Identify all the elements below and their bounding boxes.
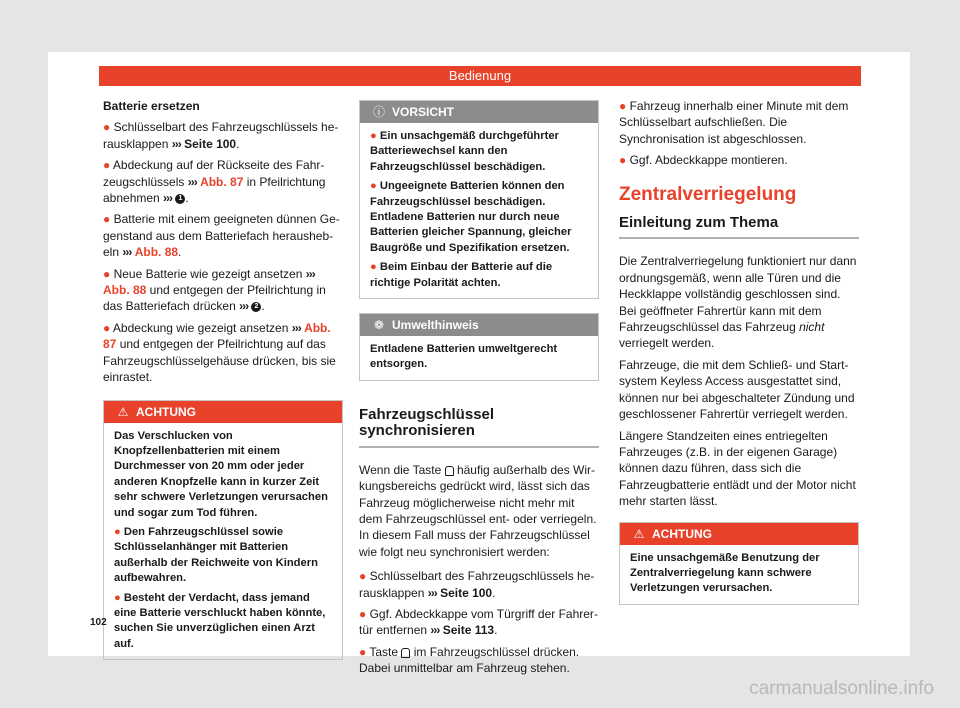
warning-header: ⚠ ACHTUNG: [104, 401, 342, 423]
page-link[interactable]: Seite 113: [442, 623, 495, 638]
step-number-icon: 1: [175, 194, 185, 204]
step-item: ● Abdeckung wie gezeigt ansetzen ››› Abb. 87 und entgegen der Pfeilrichtung auf das Fahrzeugschlüsselgehäuse drücken, bis sie einrastet.: [103, 320, 336, 385]
paragraph: Die Zentralverriegelung funktioniert nur dann ordnungsgemäß, wenn alle Türen und die Heckklappe vollständig geschlossen sind. Bei geöffneter Fahrertür kann mit dem Fahrzeugschlüssel das Fahrzeug nicht verriegelt werden.: [619, 254, 857, 351]
warning-triangle-icon: ⚠: [117, 404, 129, 419]
column-left: [103, 98, 343, 668]
caution-body: ● Ein unsachgemäß durchgeführter Batteriewechsel kann den Fahrzeugschlüssel beschädigen. ● Ungeeignete Batterien können den Fahrzeugschlüssel beschädigen. Entladene Batterien nur durch neue Batterien gleicher Spannung, gleicher Baugröße und Spezifikation ersetzen. ● Beim Einbau der Batterie auf die richtige Polarität achten.: [370, 130, 572, 289]
paragraph: Wenn die Taste häufig außerhalb des Wirkungsbereichs gedrückt wird, lässt sich das Fahrzeug möglicherweise nicht mehr mit dem Fahrzeugschlüssel ent- oder verriegeln. In diesem Fall muss der Fahrzeugschlüssel wie folgt neu synchronisiert werden:: [359, 462, 597, 559]
warning-box: [103, 400, 343, 661]
bullet: ●: [103, 120, 114, 135]
step-item: ● Taste im Fahrzeugschlüssel drücken. Dabei unmittelbar am Fahrzeug stehen.: [359, 644, 580, 676]
column-right: [619, 98, 859, 613]
environment-header: ❁ Umwelthinweis: [360, 314, 598, 336]
caution-box: [359, 100, 599, 299]
lock-key-icon: [401, 648, 410, 658]
figure-link[interactable]: Abb. 88: [103, 283, 147, 298]
step-item: ● Schlüsselbart des Fahrzeugschlüssels herausklappen ››› Seite 100.: [103, 120, 339, 151]
warning-box: [619, 522, 859, 605]
figure-link[interactable]: Abb. 87: [103, 320, 331, 352]
warning-body: Eine unsachgemäße Benutzung der Zentralverriegelung kann schwere Verletzungen verursachen.: [630, 551, 820, 595]
page-header: Bedienung: [99, 66, 861, 86]
chapter-heading: Zentralverriegelung: [619, 183, 797, 205]
page-link[interactable]: Seite 100: [184, 136, 237, 151]
paragraph: Längere Standzeiten eines entriegelten Fahrzeuges (z.B. in der eigenen Garage) können dazu führen, dass sich die Fahrzeugbatterie entlädt und der Motor nicht mehr starten lässt.: [619, 428, 856, 509]
step-item: ● Abdeckung auf der Rückseite des Fahrzeugschlüssels ››› Abb. 87 in Pfeilrichtung abnehmen ››› 1 .: [103, 158, 326, 206]
step-item: ● Fahrzeug innerhalb einer Minute mit dem Schlüsselbart aufschließen. Die Synchronisation ist abgeschlossen.: [619, 99, 849, 146]
info-circle-icon: ⓘ: [372, 105, 385, 119]
warning-body: Das Verschlucken von Knopfzellenbatterien mit einem Durchmesser von 20 mm oder jeder anderen Knopfzelle kann in kurzer Zeit sehr schwere Verletzungen verursachen und sogar zum Tod führen. ● Den Fahrzeugschlüssel sowie Schlüsselanhänger mit Batterien außerhalb der Reichweite von Kindern aufbewahren. ● Besteht der Verdacht, dass jemand eine Batterie verschluckt haben könnte, suchen Sie unverzüglichen einen Arzt auf.: [114, 429, 328, 650]
paragraph: Fahrzeuge, die mit dem Schließ- und Startsystem Keyless Access ausgestattet sind, können nur bei abgeschalteter Zündung und geschlossener Fahrertür verriegelt werden.: [619, 357, 855, 422]
environment-icon: ❁: [373, 318, 385, 333]
column-middle: [359, 100, 599, 682]
step-item: ● Schlüsselbart des Fahrzeugschlüssels herausklappen ››› Seite 100.: [359, 569, 595, 600]
caution-header: ⓘ VORSICHT: [360, 101, 598, 123]
page-number: 102: [90, 617, 107, 628]
step-item: ● Neue Batterie wie gezeigt ansetzen ››› Abb. 88 und entgegen der Pfeilrichtung in das Batteriefach drücken ››› 2 .: [103, 266, 326, 314]
environment-box: [359, 313, 599, 381]
step-item: ● Batterie mit einem geeigneten dünnen Gegenstand aus dem Batteriefach heraushebeln ››› Abb. 88.: [103, 212, 340, 260]
lock-key-icon: [445, 466, 454, 476]
section-heading: Einleitung zum Thema: [619, 215, 859, 239]
warning-header: ⚠ ACHTUNG: [620, 523, 858, 545]
figure-link[interactable]: Abb. 87: [200, 174, 244, 189]
environment-body: Entladene Batterien umweltgerecht entsorgen.: [370, 343, 558, 371]
step-item: ● Ggf. Abdeckkappe montieren.: [619, 153, 788, 168]
figure-link[interactable]: Abb. 88: [134, 245, 179, 260]
watermark: carmanualsonline.info: [749, 678, 934, 699]
section-heading: Batterie ersetzen: [103, 99, 200, 113]
section-heading: Fahrzeugschlüssel synchronisieren: [359, 407, 599, 448]
page-link[interactable]: Seite 100: [440, 585, 493, 600]
step-item: ● Ggf. Abdeckkappe vom Türgriff der Fahrertür entfernen ››› Seite 113.: [359, 606, 598, 638]
step-number-icon: 2: [251, 302, 261, 312]
warning-triangle-icon: ⚠: [633, 526, 645, 541]
